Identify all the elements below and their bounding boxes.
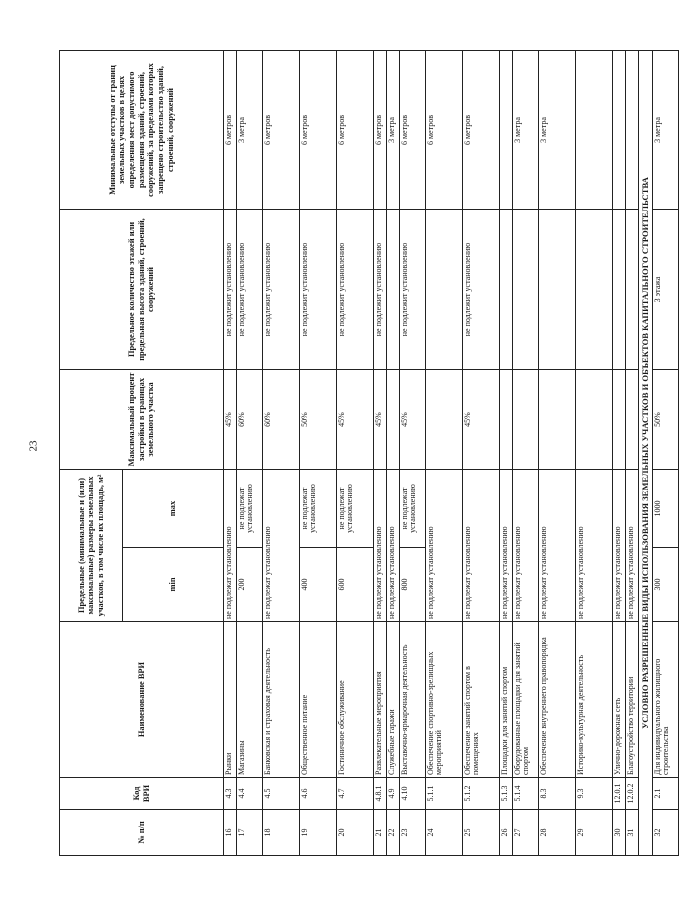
table-row [426,51,463,856]
cell-percent: 45% [463,370,500,470]
cell-name: Обеспечение занятий спортом в помещениях [463,622,500,778]
table-row [237,51,263,856]
cell-setback [576,51,613,210]
header-max: max [123,470,224,548]
table-row [626,51,639,856]
cell-num: 22 [387,810,400,856]
cell-setback: 3 метра [539,51,576,210]
cell-name: Благоустройство территории [626,622,639,778]
cell-setback [626,51,639,210]
table-row [374,51,387,856]
cell-percent: 50% [300,370,337,470]
cell-area: не подлежат установлению [500,470,513,622]
cell-floors [539,210,576,370]
cell-code: 4.6 [300,778,337,810]
cell-min: 400 [300,548,337,622]
cell-setback: 6 метров [224,51,237,210]
cell-setback: 3 метра [387,51,400,210]
cell-code: 4.10 [400,778,426,810]
cell-num: 29 [576,810,613,856]
section-banner-row [639,51,653,856]
cell-setback: 6 метров [463,51,500,210]
header-name: Наименование ВРИ [60,622,224,778]
cell-code: 5.1.4 [513,778,539,810]
cell-area: не подлежат установлению [426,470,463,622]
cell-percent: 50% [653,370,679,470]
cell-percent [513,370,539,470]
cell-floors: не подлежит установлению [263,210,300,370]
cell-min: 200 [237,548,263,622]
cell-name: Оборудованные площадки для занятий спортом [513,622,539,778]
cell-percent [500,370,513,470]
cell-percent: 45% [400,370,426,470]
table-row [263,51,300,856]
cell-code: 12.0.1 [613,778,626,810]
cell-floors: не подлежит установлению [400,210,426,370]
cell-code: 4.8.1 [374,778,387,810]
cell-area: не подлежат установлению [539,470,576,622]
cell-code: 5.1.2 [463,778,500,810]
cell-percent: 60% [263,370,300,470]
cell-code: 2.1 [653,778,679,810]
rotated-table-container [59,51,671,856]
cell-name: Обеспечение внутреннего правопорядка [539,622,576,778]
cell-floors: не подлежит установлению [224,210,237,370]
regulations-table [59,50,679,856]
cell-num: 20 [337,810,374,856]
table-row [613,51,626,856]
cell-floors: не подлежит установлению [237,210,263,370]
cell-setback [500,51,513,210]
cell-floors [576,210,613,370]
cell-name: Выставочно-ярмарочная деятельность [400,622,426,778]
cell-area: не подлежат установлению [463,470,500,622]
cell-code: 8.3 [539,778,576,810]
cell-name: Площадки для занятий спортом [500,622,513,778]
cell-setback: 6 метров [300,51,337,210]
header-setback: Минимальные отступы от границ земельных участков в целях определения мест допустимого размещения зданий, строений, сооружений, за пределами которых запрещено строительство зданий, строений, сооружений [60,51,224,210]
cell-percent [539,370,576,470]
cell-code: 9.3 [576,778,613,810]
header-percent: Максимальный процент застройки в границах земельного участка [60,370,224,470]
cell-percent [426,370,463,470]
cell-percent: 60% [237,370,263,470]
cell-floors: 3 этажа [653,210,679,370]
cell-name: Рынки [224,622,237,778]
cell-area: не подлежат установлению [613,470,626,622]
table-row [653,51,679,856]
cell-area: не подлежат установлению [576,470,613,622]
cell-code: 4.7 [337,778,374,810]
cell-min: 800 [400,548,426,622]
cell-name: Для индивидуального жилищного строительства [653,622,679,778]
header-code: Код ВРИ [60,778,224,810]
cell-max: не подлежат установлению [237,470,263,548]
cell-num: 28 [539,810,576,856]
cell-percent [626,370,639,470]
cell-name: Банковская и страховая деятельность [263,622,300,778]
cell-floors: не подлежит установлению [374,210,387,370]
cell-num: 26 [500,810,513,856]
cell-num: 17 [237,810,263,856]
cell-num: 21 [374,810,387,856]
cell-code: 4.9 [387,778,400,810]
cell-name: Развлекательные мероприятия [374,622,387,778]
cell-setback: 6 метров [426,51,463,210]
cell-percent: 45% [374,370,387,470]
table-row [337,51,374,856]
cell-percent [613,370,626,470]
cell-percent [387,370,400,470]
cell-setback: 6 метров [400,51,426,210]
cell-code: 4.4 [237,778,263,810]
cell-name: Общественное питание [300,622,337,778]
cell-setback: 6 метров [374,51,387,210]
cell-floors: не подлежит установлению [300,210,337,370]
cell-code: 12.0.2 [626,778,639,810]
cell-max: не подлежат установлению [300,470,337,548]
cell-area: не подлежат установлению [387,470,400,622]
cell-max: 1000 [653,470,679,548]
cell-num: 18 [263,810,300,856]
section-title: УСЛОВНО РАЗРЕШЕННЫЕ ВИДЫ ИСПОЛЬЗОВАНИЯ ЗЕМЕЛЬНЫХ УЧАСТКОВ И ОБЪЕКТОВ КАПИТАЛЬНОГО СТРОИТЕЛЬСТВА [639,51,653,856]
cell-floors [513,210,539,370]
cell-num: 24 [426,810,463,856]
cell-num: 16 [224,810,237,856]
cell-min: 300 [653,548,679,622]
header-floors: Предельное количество этажей или предельная высота зданий, строений, сооружений [60,210,224,370]
cell-name: Гостиничное обслуживание [337,622,374,778]
cell-area: не подлежат установлению [224,470,237,622]
cell-num: 31 [626,810,639,856]
cell-floors [426,210,463,370]
cell-area: не подлежат установлению [263,470,300,622]
cell-setback: 6 метров [263,51,300,210]
table-row [224,51,237,856]
header-area: Предельные (минимальные и (или) максимальные) размеры земельных участков, в том числе их площадь, м² [60,470,123,622]
cell-area: не подлежат установлению [513,470,539,622]
cell-name: Служебные гаражи [387,622,400,778]
cell-percent [576,370,613,470]
cell-area: не подлежат установлению [374,470,387,622]
cell-floors [387,210,400,370]
table-row [387,51,400,856]
table-row [576,51,613,856]
cell-name: Улично-дорожная сеть [613,622,626,778]
cell-floors [613,210,626,370]
table-row [300,51,337,856]
cell-name: Магазины [237,622,263,778]
cell-setback: 3 метра [513,51,539,210]
cell-code: 5.1.3 [500,778,513,810]
cell-code: 4.5 [263,778,300,810]
cell-code: 5.1.1 [426,778,463,810]
cell-floors: не подлежит установлению [337,210,374,370]
header-min: min [123,548,224,622]
cell-num: 23 [400,810,426,856]
cell-setback: 3 метра [653,51,679,210]
cell-area: не подлежат установлению [626,470,639,622]
cell-num: 27 [513,810,539,856]
cell-setback: 3 метра [237,51,263,210]
cell-name: Историко-культурная деятельность [576,622,613,778]
cell-num: 19 [300,810,337,856]
cell-num: 30 [613,810,626,856]
cell-name: Обеспечение спортивно-зрелищных мероприятий [426,622,463,778]
cell-percent: 45% [224,370,237,470]
cell-setback: 6 метров [337,51,374,210]
cell-code: 4.3 [224,778,237,810]
cell-floors [500,210,513,370]
cell-min: 600 [337,548,374,622]
table-row [539,51,576,856]
table-row [500,51,513,856]
cell-floors: не подлежит установлению [463,210,500,370]
cell-percent: 45% [337,370,374,470]
cell-num: 32 [653,810,679,856]
cell-floors [626,210,639,370]
page-number: 23 [27,440,40,452]
cell-max: не подлежат установлению [400,470,426,548]
cell-max: не подлежат установлению [337,470,374,548]
table-row [513,51,539,856]
header-num: № п/п [60,810,224,856]
cell-setback [613,51,626,210]
table-row [463,51,500,856]
cell-num: 25 [463,810,500,856]
table-row [400,51,426,856]
